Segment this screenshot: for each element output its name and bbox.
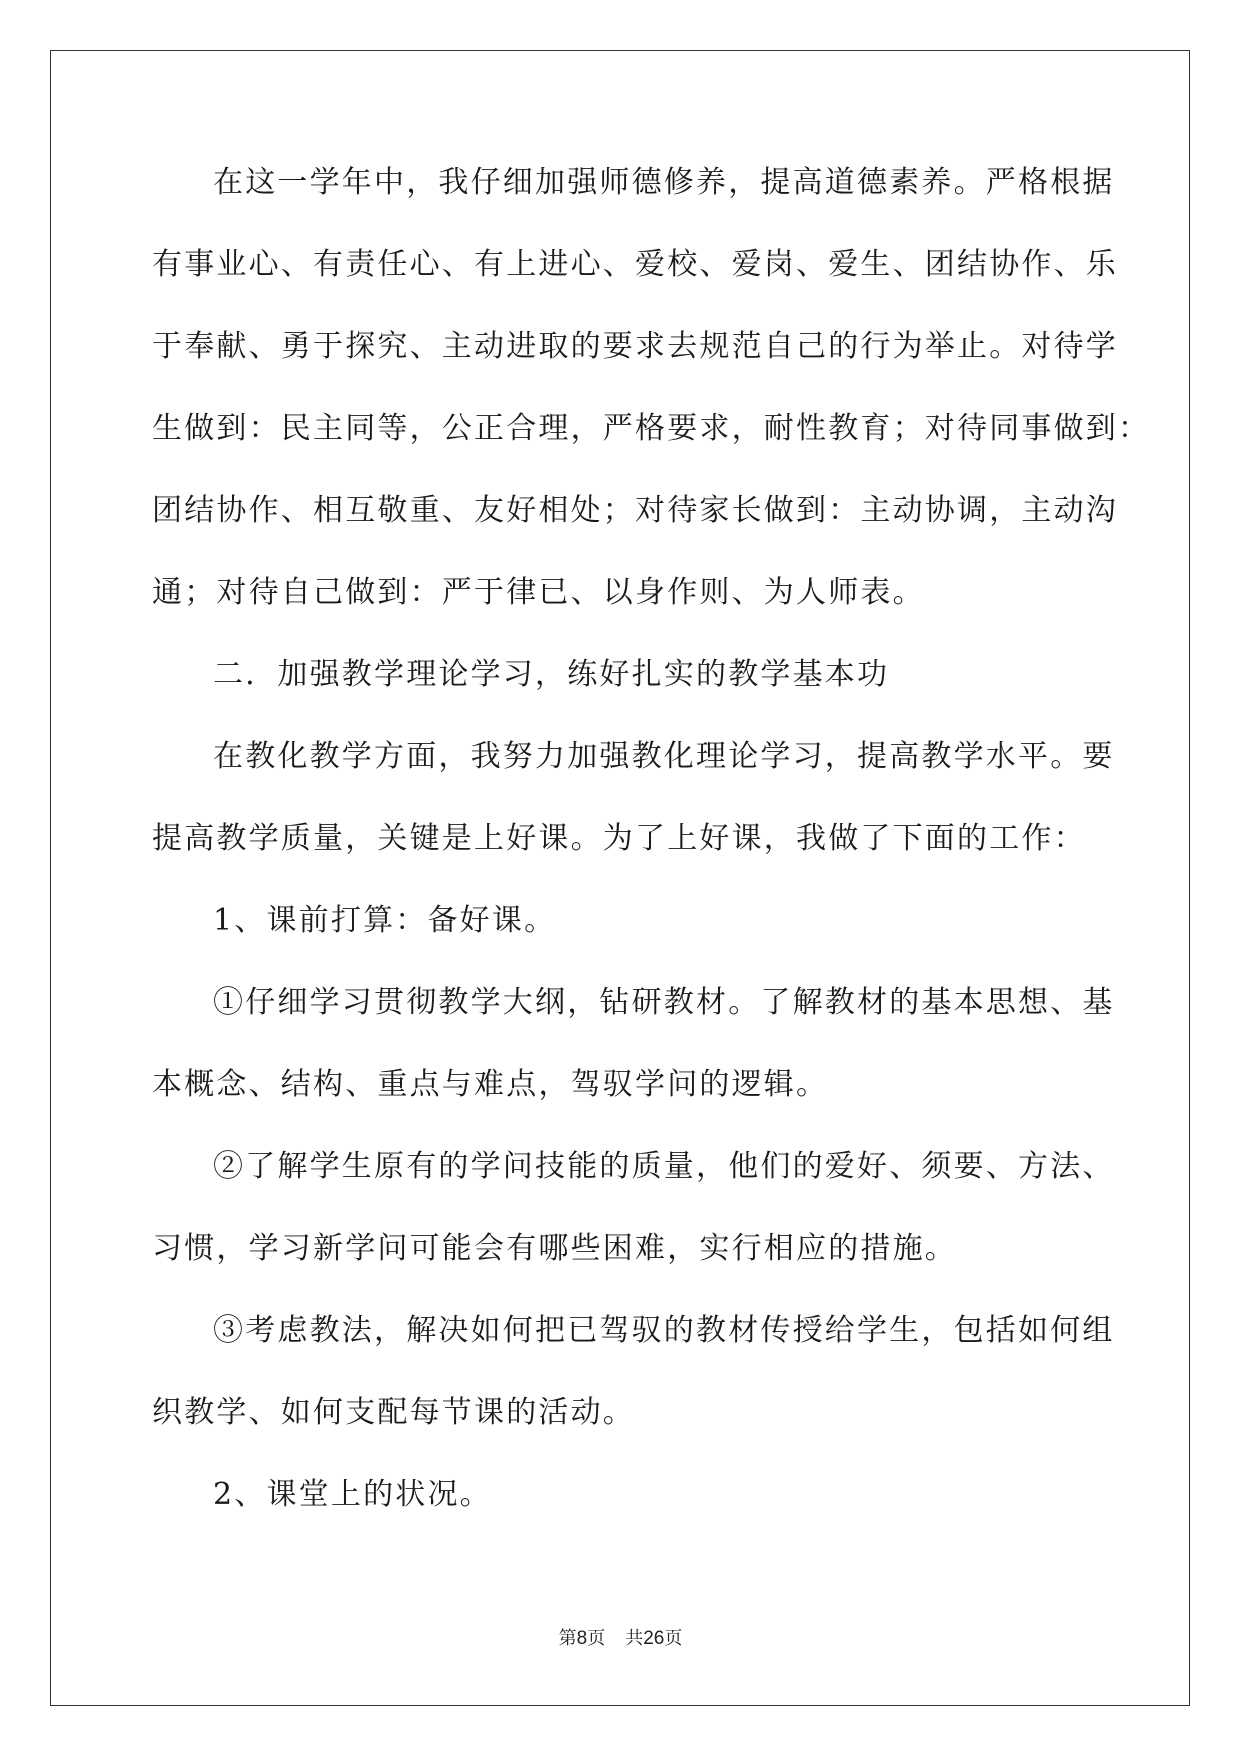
document-body [152, 160, 1151, 1554]
footer-page-word: 页 [587, 1628, 606, 1649]
text-line: 于奉献、勇于探究、主动进取的要求去规范自己的行为举止。对待学 [152, 329, 1118, 364]
footer-prefix: 第 [558, 1628, 577, 1649]
text-line: 1、课前打算：备好课。 [213, 903, 557, 938]
text-line: 习惯，学习新学问可能会有哪些困难，实行相应的措施。 [152, 1231, 957, 1266]
text-line: 织教学、如何支配每节课的活动。 [152, 1395, 635, 1430]
text-line: 2、课堂上的状况。 [213, 1477, 492, 1512]
text-line: 提高教学质量，关键是上好课。为了上好课，我做了下面的工作： [152, 821, 1086, 856]
text-line: 团结协作、相互敬重、友好相处；对待家长做到：主动协调，主动沟 [152, 493, 1118, 528]
text-line: 在教化教学方面，我努力加强教化理论学习，提高教学水平。要 [213, 739, 1115, 774]
footer-current-page: 8 [576, 1628, 588, 1649]
text-line: ③考虑教法，解决如何把已驾驭的教材传授给学生，包括如何组 [213, 1313, 1115, 1348]
text-line: 在这一学年中，我仔细加强师德修养，提高道德素养。严格根据 [213, 165, 1115, 200]
page-footer [0, 1624, 1241, 1650]
text-line: 二．加强教学理论学习，练好扎实的教学基本功 [213, 657, 890, 692]
footer-total-prefix: 共 [625, 1628, 644, 1649]
text-line: ①仔细学习贯彻教学大纲，钻研教材。了解教材的基本思想、基 [213, 985, 1115, 1020]
footer-total-pages: 26 [643, 1628, 665, 1649]
text-line: 本概念、结构、重点与难点，驾驭学问的逻辑。 [152, 1067, 829, 1102]
text-line: ②了解学生原有的学问技能的质量，他们的爱好、须要、方法、 [213, 1149, 1115, 1184]
footer-total-suffix: 页 [664, 1628, 683, 1649]
text-line: 通；对待自己做到：严于律已、以身作则、为人师表。 [152, 575, 925, 610]
text-line: 生做到：民主同等，公正合理，严格要求，耐性教育；对待同事做到： [152, 411, 1151, 446]
text-line: 有事业心、有责任心、有上进心、爱校、爱岗、爱生、团结协作、乐 [152, 247, 1118, 282]
